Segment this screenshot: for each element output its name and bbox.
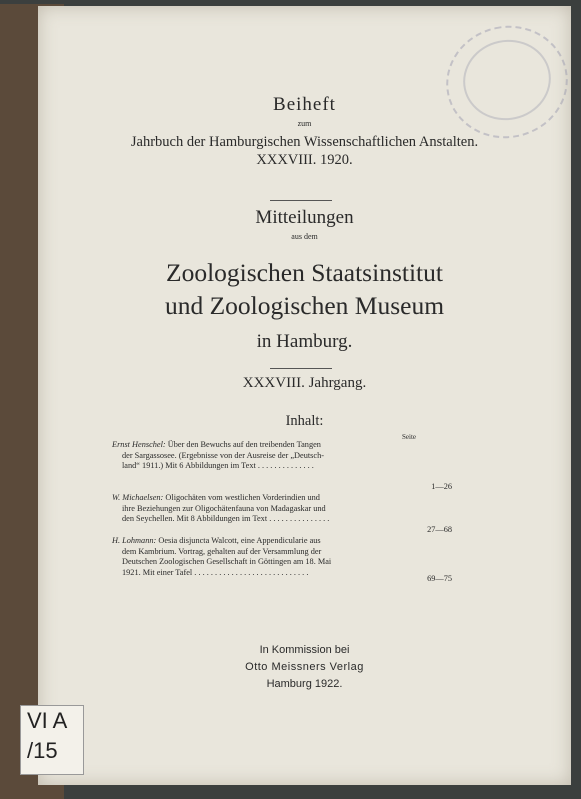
toc-text: dem Kambrium. Vortrag, gehalten auf der Versammlung der: [122, 546, 322, 556]
toc-text: 1921. Mit einer Tafel . . . . . . . . . . . . . . . . . . . . . . . . . . . .: [122, 567, 309, 577]
toc-entry: [112, 493, 452, 535]
main-title-line1: Zoologischen Staatsinstitut: [166, 258, 443, 287]
toc-text: ihre Beziehungen zur Oligochätenfauna von Madagaskar und: [122, 503, 326, 513]
divider: [270, 200, 332, 201]
toc-text: land“ 1911.) Mit 6 Abbildungen im Text . . . . . . . . . . . . . .: [122, 461, 314, 470]
title-page: [38, 6, 571, 785]
toc-text: Deutschen Zoologischen Gesellschaft in Göttingen am 18. Mai: [122, 557, 332, 566]
toc-pages: 27—68: [427, 524, 452, 534]
toc-pages: 69—75: [427, 573, 452, 583]
toc-author: H. Lohmann:: [112, 536, 157, 545]
shelf-mark-line1: VI A: [27, 708, 68, 733]
toc-text: Über den Bewuchs auf den treibenden Tangen: [167, 440, 321, 449]
page-column-heading: Seite: [402, 433, 416, 441]
publisher-place-year: Hamburg 1922.: [266, 678, 343, 690]
divider: [270, 368, 332, 369]
toc-pages: 1—26: [431, 481, 452, 491]
shelf-mark-label: [20, 705, 84, 775]
main-title-line2: und Zoologischen Museum: [164, 291, 445, 320]
place-text: in Hamburg.: [256, 331, 353, 352]
volume-year: XXXVIII. 1920.: [256, 152, 353, 168]
toc-text: der Sargassosee. (Ergebnisse von der Ausreise der „Deutsch-: [122, 450, 324, 460]
beiheft-heading: Beiheft: [273, 94, 336, 115]
publisher-name: Otto Meissners Verlag: [245, 661, 364, 673]
jahrbuch-title: Jahrbuch der Hamburgischen Wissenschaftlichen Anstalten.: [130, 134, 479, 150]
shelf-mark-line2: /15: [27, 738, 58, 763]
toc-entry: [112, 440, 452, 492]
toc-text: Oligochäten vom westlichen Vorderindien und: [165, 493, 320, 502]
toc-text: Oesia disjuncta Walcott, eine Appendicularie aus: [158, 536, 321, 545]
contents-heading: Inhalt:: [285, 413, 324, 429]
toc-text: den Seychellen. Mit 8 Abbildungen im Text . . . . . . . . . . . . . . .: [122, 514, 330, 523]
jahrgang-text: XXXVIII. Jahrgang.: [242, 375, 367, 391]
toc-author: W. Michaelsen:: [112, 493, 164, 502]
aus-dem-text: aus dem: [291, 232, 318, 241]
toc-entry: [112, 536, 452, 584]
toc-author: Ernst Henschel:: [112, 440, 166, 449]
zum-text: zum: [297, 119, 312, 128]
mitteilungen-heading: Mitteilungen: [255, 207, 354, 228]
publisher-line1: In Kommission bei: [259, 644, 350, 656]
